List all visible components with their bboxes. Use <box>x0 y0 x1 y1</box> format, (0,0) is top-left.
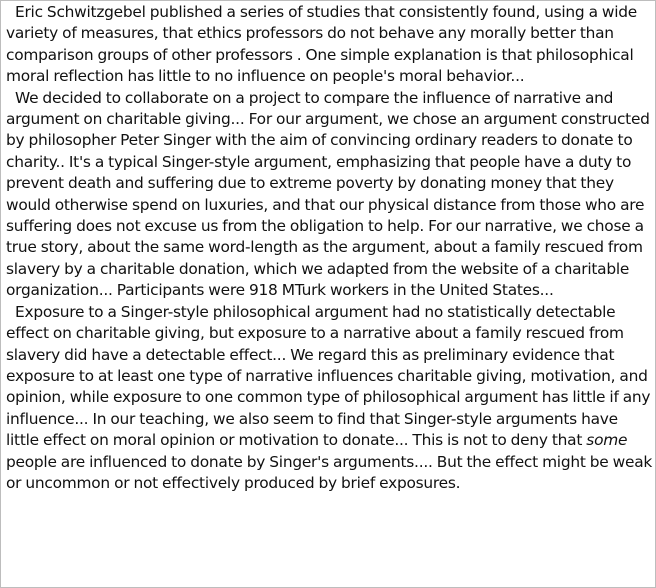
paragraph-3-text-before: Exposure to a Singer-style philosophical argument had no statistically detectable effect on charitable giving, but exposure to a narrative about a family rescued from slavery did have a detectable effect... We regard this as preliminary evidence that exposure to at least one type of narrative influences charitable giving, motivation, and opinion, while exposure to one common type of philosophical argument has little if any influence... In our teaching, we also seem to find that Singer-style arguments have little effect on moral opinion or motivation to donate... This is not to deny that <box>6 302 651 450</box>
emphasized-word: some <box>586 431 628 450</box>
paragraph-2: We decided to collaborate on a project to compare the influence of narrative and argument on charitable giving... For our argument, we chose an argument constructed by philosopher Peter Singer with the aim of convincing ordinary readers to donate to charity.. It's a typical Singer-style argument, emphasizing that people have a duty to prevent death and suffering due to extreme poverty by donating money that they would otherwise spend on luxuries, and that our physical distance from those who are suffering does not excuse us from the obligation to help. For our narrative, we chose a true story, about the same word-length as the argument, about a family rescued from slavery by a charitable donation, which we adapted from the website of a charitable organization... Participants were 918 MTurk workers in the United States... <box>6 88 650 300</box>
paragraph-3-text-after: people are influenced to donate by Singer's arguments.... But the effect might be weak or uncommon or not effectively produced by brief exposures. <box>6 452 653 492</box>
paragraph-1: Eric Schwitzgebel published a series of studies that consistently found, using a wide variety of measures, that ethics professors do not behave any morally better than comparison groups of other professors . One simple explanation is that philosophical moral reflection has little to no influence on people's moral behavior... <box>6 3 637 86</box>
paragraph-3 <box>6 302 654 495</box>
article-excerpt <box>6 2 654 494</box>
